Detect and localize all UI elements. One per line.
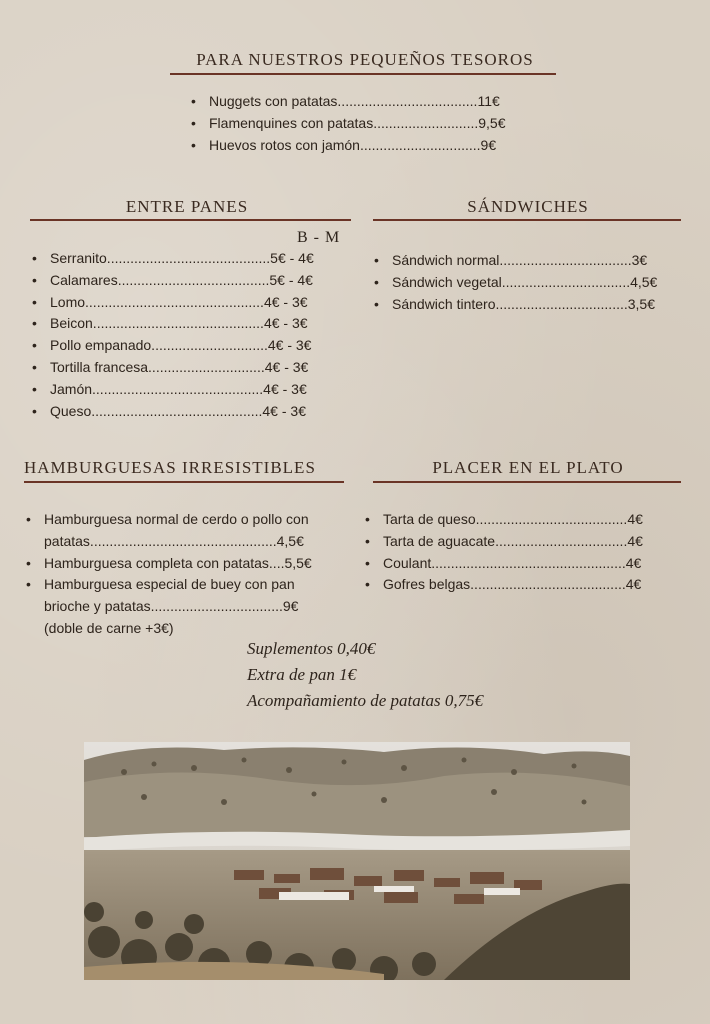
panes-title-rule bbox=[30, 219, 351, 221]
list-item: • Calamares.......................................5€ - 4€ bbox=[30, 270, 314, 292]
panes-menu-list bbox=[30, 248, 314, 422]
list-item-note: (doble de carne +3€) bbox=[44, 619, 174, 636]
placer-title-rule bbox=[373, 481, 681, 483]
extra-pan-note: Extra de pan 1€ bbox=[247, 665, 357, 684]
kids-menu-list bbox=[189, 91, 505, 156]
list-item: • Coulant..................................................4€ bbox=[363, 553, 643, 575]
suplementos-note: Suplementos 0,40€ bbox=[247, 639, 376, 658]
list-item: • Hamburguesa normal de cerdo o pollo con bbox=[24, 509, 312, 531]
burgers-menu-list bbox=[24, 509, 312, 640]
list-item: • Nuggets con patatas....................................11€ bbox=[189, 91, 505, 113]
list-item: • Tortilla francesa..............................4€ - 3€ bbox=[30, 357, 314, 379]
sandwiches-menu-list bbox=[372, 250, 657, 315]
acompanamiento-note: Acompañamiento de patatas 0,75€ bbox=[247, 691, 484, 710]
list-item: • Sándwich tintero..................................3,5€ bbox=[372, 294, 657, 316]
panes-section-title: ENTRE PANES bbox=[125, 197, 249, 216]
list-item: • Queso............................................4€ - 3€ bbox=[30, 401, 314, 423]
kids-section-title: PARA NUESTROS PEQUEÑOS TESOROS bbox=[196, 50, 534, 69]
list-item: • Hamburguesa especial de buey con pan bbox=[24, 574, 312, 596]
list-item: • Pollo empanado..............................4€ - 3€ bbox=[30, 335, 314, 357]
list-item: • Huevos rotos con jamón...............................9€ bbox=[189, 135, 505, 157]
list-item: • Serranito..........................................5€ - 4€ bbox=[30, 248, 314, 270]
list-item: • Hamburguesa completa con patatas....5,5€ bbox=[24, 553, 312, 575]
size-label: B - M bbox=[297, 229, 341, 246]
list-item: • Gofres belgas........................................4€ bbox=[363, 574, 643, 596]
list-item: • Jamón............................................4€ - 3€ bbox=[30, 379, 314, 401]
list-item-continuation: patatas................................................4,5€ bbox=[44, 532, 304, 549]
kids-title-rule bbox=[170, 73, 556, 75]
placer-section-title: PLACER EN EL PLATO bbox=[432, 458, 624, 477]
sandwiches-section-title: SÁNDWICHES bbox=[467, 197, 589, 216]
burgers-title-rule bbox=[24, 481, 344, 483]
placer-menu-list bbox=[363, 509, 643, 596]
list-item: • Lomo..............................................4€ - 3€ bbox=[30, 292, 314, 314]
list-item: • Sándwich vegetal.................................4,5€ bbox=[372, 272, 657, 294]
landscape-photo bbox=[84, 742, 630, 980]
list-item: • Sándwich normal..................................3€ bbox=[372, 250, 657, 272]
list-item: • Tarta de aguacate..................................4€ bbox=[363, 531, 643, 553]
list-item: • Tarta de queso.......................................4€ bbox=[363, 509, 643, 531]
sandwiches-title-rule bbox=[373, 219, 681, 221]
list-item-continuation: brioche y patatas..................................9€ bbox=[44, 598, 299, 615]
list-item: • Flamenquines con patatas...........................9,5€ bbox=[189, 113, 505, 135]
list-item: • Beicon............................................4€ - 3€ bbox=[30, 313, 314, 335]
burgers-section-title: HAMBURGUESAS IRRESISTIBLES bbox=[24, 458, 316, 477]
